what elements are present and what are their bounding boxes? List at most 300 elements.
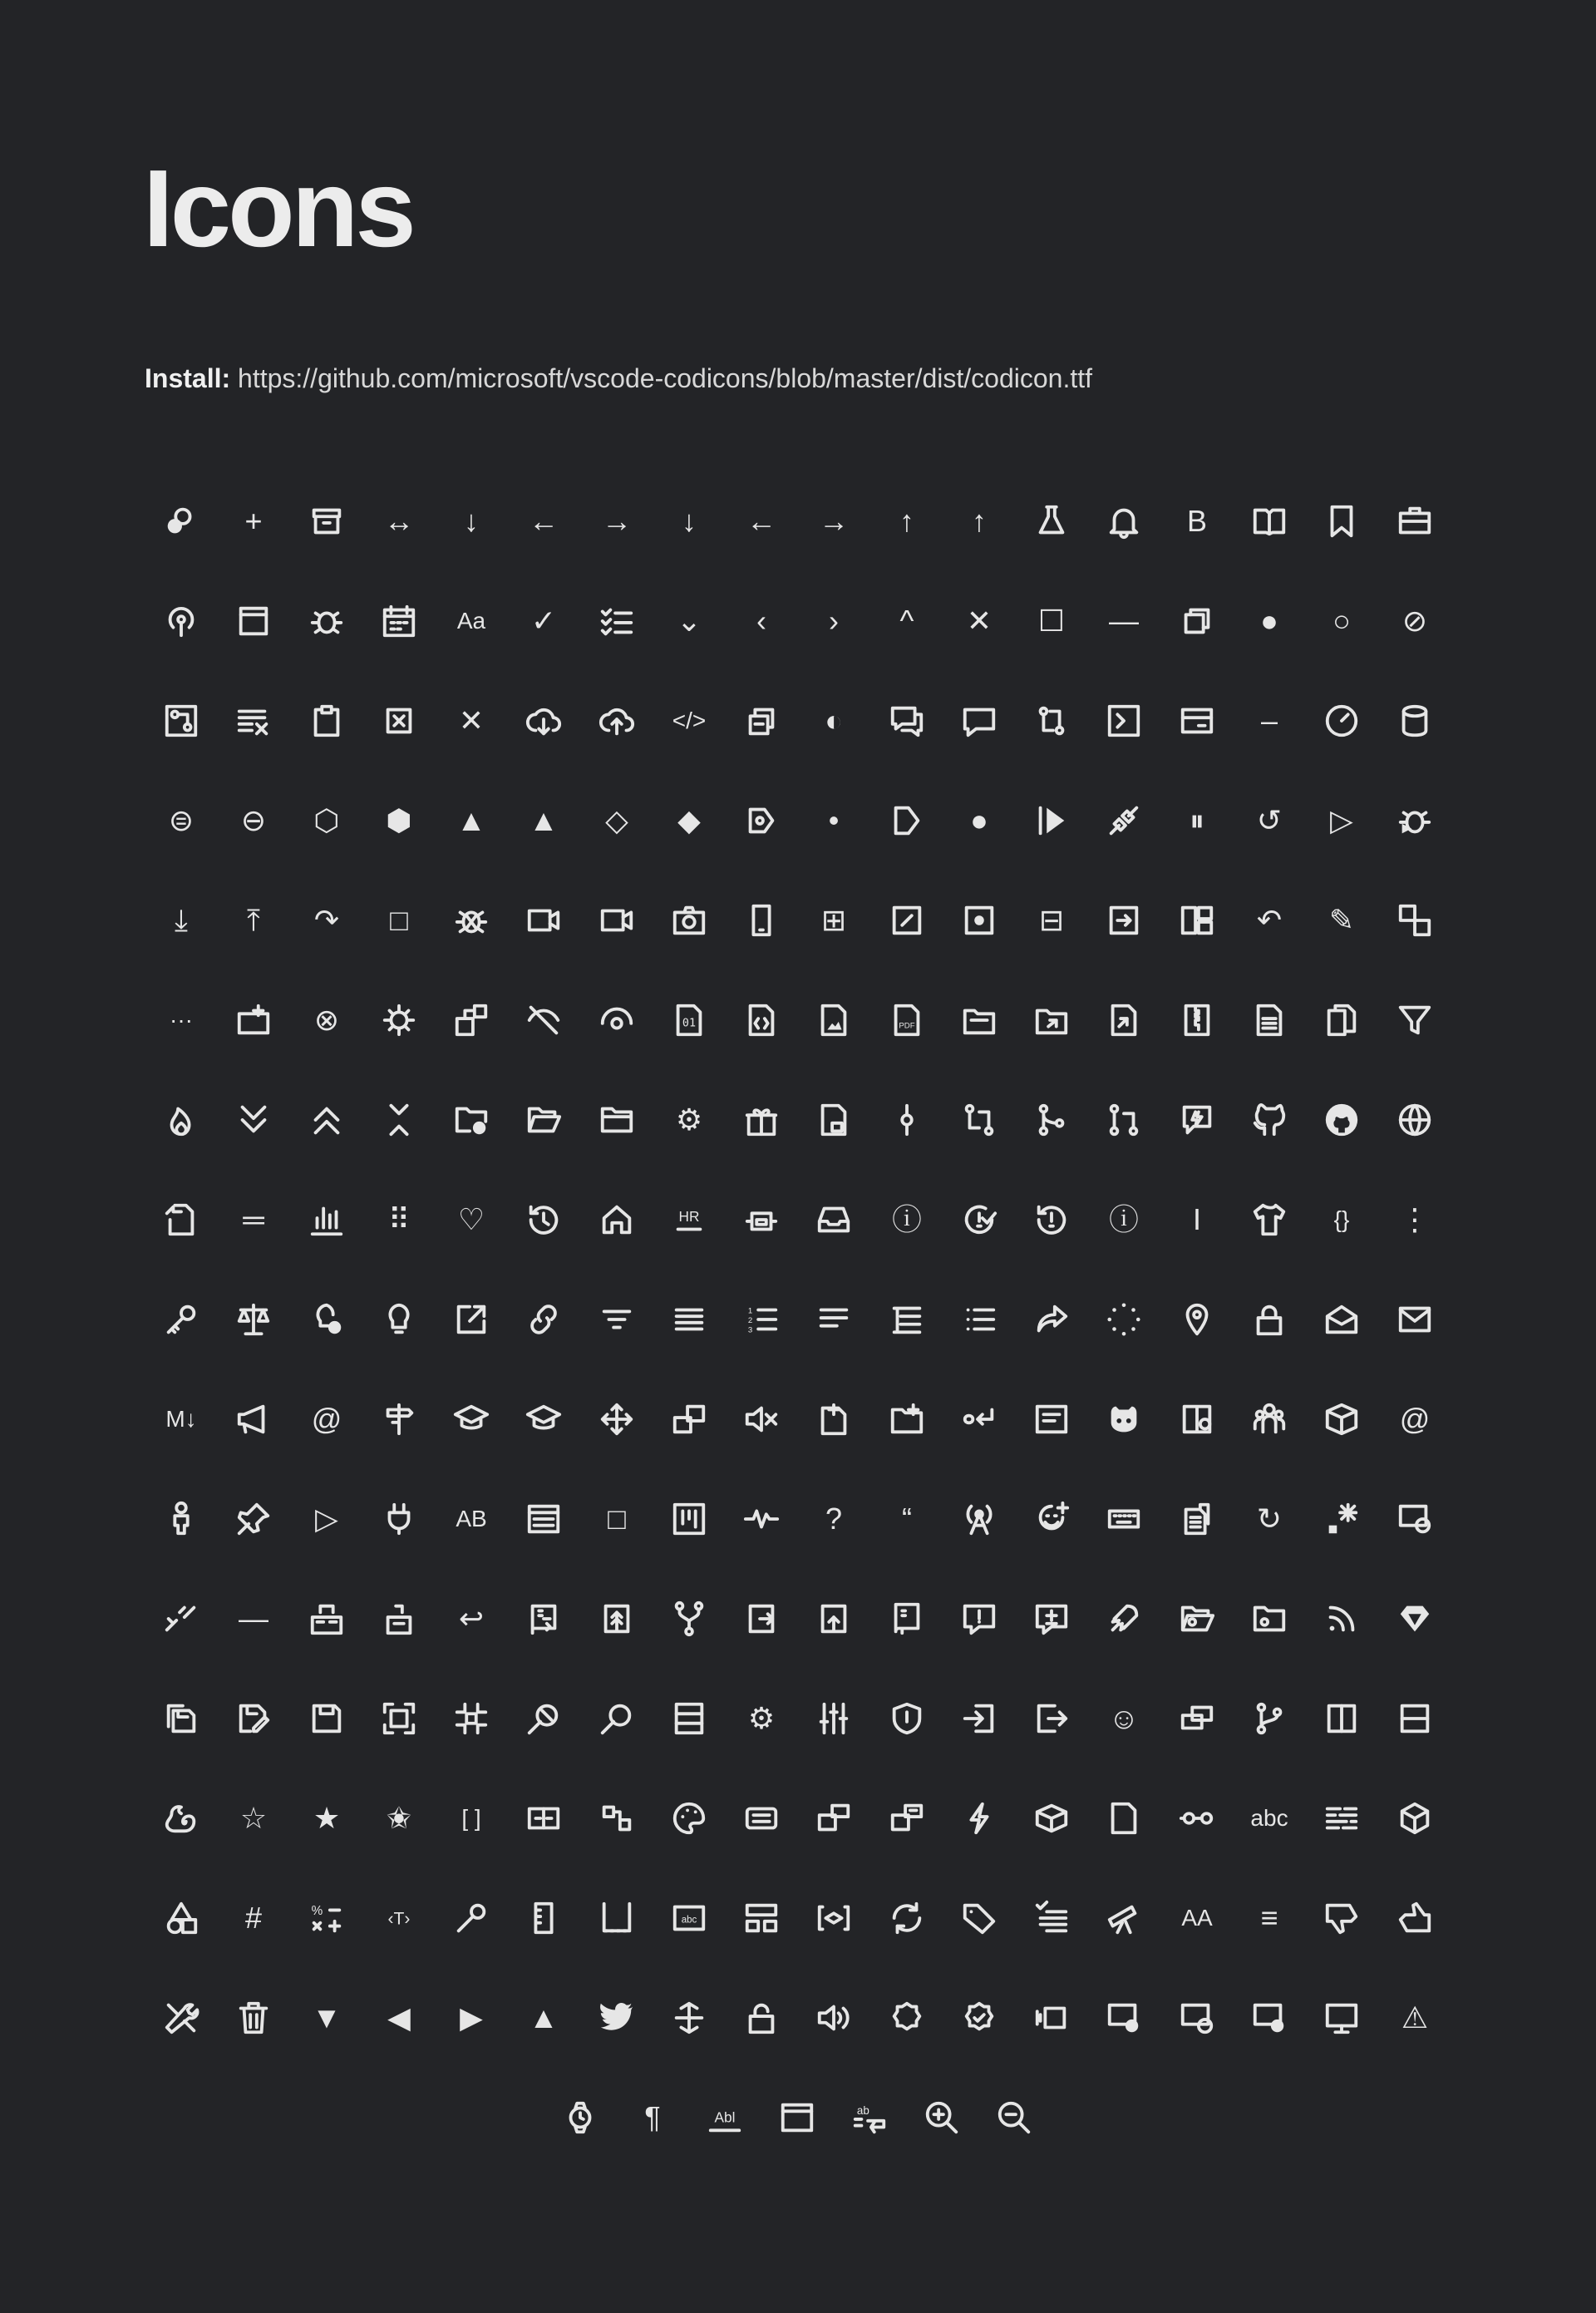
file-pdf-icon [882, 995, 932, 1045]
new-file-icon [809, 1394, 859, 1444]
briefcase-icon [1390, 496, 1440, 546]
replace-icon [374, 1594, 424, 1644]
link-icon [519, 1295, 569, 1344]
git-pull-request-icon [1099, 1095, 1149, 1145]
server-icon [664, 1694, 714, 1743]
zoom-out-icon [989, 2093, 1039, 2143]
issue-closed-icon [954, 1195, 1004, 1245]
list-unordered-icon [954, 1295, 1004, 1344]
debug-disconnect-icon [1099, 796, 1149, 846]
arrow-both-icon: ↔ [384, 504, 414, 538]
arrow-small-left-icon: ← [746, 504, 776, 538]
vm-outline-icon [1172, 1993, 1222, 2043]
triangle-down-icon: ▼ [312, 2000, 342, 2034]
svg-text:‹T›: ‹T› [387, 1909, 411, 1929]
verified-icon [882, 1993, 932, 2043]
circle-filled-icon: ● [1260, 604, 1278, 638]
remove-icon: — [239, 1601, 268, 1635]
file-zip-icon [1172, 995, 1222, 1045]
github-icon [1317, 1095, 1367, 1145]
symbol-file-icon [1099, 1793, 1149, 1843]
star-half-icon: ✬ [386, 1801, 412, 1835]
svg-text:01: 01 [682, 1017, 697, 1030]
triangle-up-icon: ▲ [529, 2000, 559, 2034]
organization-icon [1244, 1394, 1294, 1444]
unlock-icon [736, 1993, 786, 2043]
whitespace-icon: ¶ [644, 2100, 661, 2134]
close-icon: ✕ [458, 703, 485, 737]
multiple-windows-icon [664, 1394, 714, 1444]
debug-breakpoint-function-icon: ▲ [529, 803, 559, 837]
empty-window-icon [229, 995, 278, 1045]
reply-icon: ↩ [458, 1601, 485, 1635]
unmute-icon [809, 1993, 859, 2043]
question-icon: ? [825, 1502, 843, 1536]
mention-icon: @ [311, 1402, 342, 1436]
circuit-board-icon [156, 696, 206, 746]
verified-filled-icon [954, 1993, 1004, 2043]
rocket-icon [1099, 1594, 1149, 1644]
gripper-icon: ⠿ [387, 1202, 411, 1236]
symbol-misc-icon [156, 1893, 206, 1943]
chrome-maximize-icon: ☐ [1037, 604, 1066, 638]
sort-precedence-icon [1172, 1694, 1222, 1743]
gift-icon [736, 1095, 786, 1145]
squirrel-icon [156, 1793, 206, 1843]
repo-force-push-icon [592, 1594, 642, 1644]
tools-icon [156, 1993, 206, 2043]
repo-icon [882, 1594, 932, 1644]
globe-icon [1390, 1095, 1440, 1145]
debug-continue-icon [1027, 796, 1076, 846]
vm-connect-icon [1099, 1993, 1149, 2043]
refresh-icon: ↻ [1256, 1502, 1283, 1536]
plug-icon [374, 1494, 424, 1544]
location-icon [1172, 1295, 1222, 1344]
symbol-namespace-icon: # [244, 1901, 263, 1935]
circle-outline-icon: ○ [1332, 604, 1351, 638]
heart-icon: ♡ [457, 1202, 485, 1236]
symbol-event-icon [954, 1793, 1004, 1843]
rss-icon [1317, 1594, 1367, 1644]
go-to-file-icon [156, 1195, 206, 1245]
cloud-upload-icon [592, 696, 642, 746]
file-symlink-file-icon [1099, 995, 1149, 1045]
symbol-snippet-icon [592, 1893, 642, 1943]
info-icon: ⓘ [891, 1202, 922, 1236]
symbol-key-icon: abc [1250, 1805, 1288, 1831]
split-horizontal-icon [1317, 1694, 1367, 1743]
debug-breakpoint-data-unverified-icon: ⬡ [313, 803, 340, 837]
issue-reopened-icon [1027, 1195, 1076, 1245]
arrow-small-right-icon: → [819, 504, 849, 538]
hubot-icon [736, 1195, 786, 1245]
tasklist-icon [1027, 1893, 1076, 1943]
reactions-icon [1027, 1494, 1076, 1544]
search-icon [592, 1694, 642, 1743]
git-compare-icon [954, 1095, 1004, 1145]
preserve-case-icon: AB [456, 1506, 487, 1531]
diff-modified-icon [882, 895, 932, 945]
svg-text:3: 3 [747, 1325, 753, 1335]
mention-at-icon: @ [1399, 1402, 1431, 1436]
calendar-icon [374, 596, 424, 646]
lightbulb-autofix-icon [302, 1295, 352, 1344]
screen-normal-icon [446, 1694, 496, 1743]
text-size-icon: AA [1181, 1905, 1213, 1931]
debug-hint-icon: • [828, 803, 840, 837]
arrow-down-icon: ↓ [464, 504, 479, 538]
jersey-icon [1244, 1195, 1294, 1245]
ruby-icon [1390, 1594, 1440, 1644]
chrome-restore-icon [1172, 596, 1222, 646]
svg-text:HR: HR [678, 1207, 700, 1225]
star-empty-icon: ☆ [239, 1801, 268, 1835]
debug-breakpoint-unsupported-icon [736, 796, 786, 846]
file-icon [1244, 995, 1294, 1045]
broadcast-icon [156, 596, 206, 646]
cloud-download-icon [519, 696, 569, 746]
grabber-icon: ═ [243, 1202, 264, 1236]
save-icon [302, 1694, 352, 1743]
project-icon [664, 1494, 714, 1544]
thumbsup-icon [1390, 1893, 1440, 1943]
sign-out-icon [1027, 1694, 1076, 1743]
report-icon [954, 1594, 1004, 1644]
key-icon [156, 1295, 206, 1344]
repo-pull-icon [736, 1594, 786, 1644]
live-share-icon [1027, 1295, 1076, 1344]
arrow-small-down-icon: ↓ [682, 504, 697, 538]
symbol-variable-icon [809, 1893, 859, 1943]
issues-icon: ⓘ [1108, 1202, 1139, 1236]
edit-icon: ✎ [1328, 903, 1355, 937]
editor-layout-icon [1390, 895, 1440, 945]
account-icon [156, 496, 206, 546]
link-external-icon [446, 1295, 496, 1344]
symbol-ruler-icon [519, 1893, 569, 1943]
folder-icon [592, 1095, 642, 1145]
radio-tower-icon [954, 1494, 1004, 1544]
chevron-left-icon: ‹ [756, 604, 766, 638]
bug-icon [302, 596, 352, 646]
chevron-right-icon: › [829, 604, 839, 638]
symbol-operator-icon [302, 1893, 352, 1943]
telescope-icon [1099, 1893, 1149, 1943]
collapse-all-icon [736, 696, 786, 746]
dashboard-icon [1317, 696, 1367, 746]
install-url[interactable]: https://github.com/microsoft/vscode-codicons/blob/master/dist/codicon.ttf [238, 363, 1093, 393]
gear-icon: ⚙ [675, 1102, 703, 1137]
svg-text:ab: ab [856, 2104, 869, 2118]
list-ordered-icon [736, 1295, 786, 1344]
megaphone-icon [229, 1394, 278, 1444]
fold-up-icon [302, 1095, 352, 1145]
svg-text:Abl: Abl [714, 2108, 736, 2126]
triangle-right-icon: ▶ [460, 2000, 483, 2034]
person-icon [156, 1494, 206, 1544]
add-icon: + [244, 504, 263, 538]
file-media-icon [809, 995, 859, 1045]
credit-card-icon [1172, 696, 1222, 746]
mute-icon [736, 1394, 786, 1444]
tag-icon [954, 1893, 1004, 1943]
install-label: Install: [145, 363, 231, 393]
page-title: Icons [143, 147, 413, 269]
law-icon [229, 1295, 278, 1344]
diff-icon [1172, 895, 1222, 945]
eye-icon [592, 995, 642, 1045]
ellipsis-icon: ··· [170, 1007, 193, 1033]
discard-icon: ↶ [1256, 903, 1283, 937]
symbol-interface-icon [1172, 1793, 1222, 1843]
debug-restart-icon: ↺ [1256, 803, 1283, 837]
files-icon [1317, 995, 1367, 1045]
screen-full-icon [374, 1694, 424, 1743]
svg-text:%: % [311, 1904, 323, 1919]
repo-push-icon [809, 1594, 859, 1644]
vm-icon [1317, 1993, 1367, 2043]
debug-breakpoint-conditional-icon: ⊖ [240, 803, 267, 837]
color-mode-icon: ◐ [825, 703, 843, 737]
shield-icon [882, 1694, 932, 1743]
svg-text:2: 2 [747, 1315, 753, 1325]
mail-read-icon [1317, 1295, 1367, 1344]
device-camera-icon [664, 895, 714, 945]
symbol-enum-member-icon [809, 1793, 859, 1843]
diff-added-icon: ⊞ [820, 903, 847, 937]
package-icon [1317, 1394, 1367, 1444]
list-tree-icon [882, 1295, 932, 1344]
save-all-icon [156, 1694, 206, 1743]
github-alt-icon [1244, 1095, 1294, 1145]
symbol-boolean-icon [519, 1793, 569, 1843]
trash-icon [229, 1993, 278, 2043]
new-folder-icon [882, 1394, 932, 1444]
references-icon [1172, 1494, 1222, 1544]
file-binary-icon [664, 995, 714, 1045]
extensions-icon [446, 995, 496, 1045]
fold-down-icon [229, 1095, 278, 1145]
markdown-icon: M↓ [165, 1406, 197, 1432]
word-wrap-icon [845, 2093, 894, 2143]
arrow-right-icon: → [602, 504, 632, 538]
diff-renamed-icon [1099, 895, 1149, 945]
loading-icon [1099, 1295, 1149, 1344]
debug-alt-icon [1390, 796, 1440, 846]
horizontal-rule-icon [664, 1195, 714, 1245]
clear-all-icon [229, 696, 278, 746]
kebab-vertical-icon: ⋮ [1400, 1202, 1430, 1236]
git-merge-icon [1027, 1095, 1076, 1145]
milestone-icon [374, 1394, 424, 1444]
mail-icon [1390, 1295, 1440, 1344]
close-all-icon [374, 696, 424, 746]
thumbsdown-icon [1317, 1893, 1367, 1943]
lightbulb-icon [374, 1295, 424, 1344]
dash-icon: – [1260, 703, 1278, 737]
open-preview-icon [1172, 1394, 1222, 1444]
sync-icon [882, 1893, 932, 1943]
record-keys-icon [1099, 1494, 1149, 1544]
bookmark-icon [1317, 496, 1367, 546]
case-sensitive-icon: Aa [456, 608, 486, 634]
comment-icon [954, 696, 1004, 746]
arrow-left-icon: ← [529, 504, 559, 538]
database-icon [1390, 696, 1440, 746]
debug-breakpoint-log-icon: ◆ [677, 803, 701, 837]
symbol-method-icon [1390, 1793, 1440, 1843]
debug-step-into-icon: ⤓ [175, 903, 188, 937]
root-folder-icon [1244, 1594, 1294, 1644]
save-as-icon [229, 1694, 278, 1743]
diff-ignored-icon [954, 895, 1004, 945]
debug-stackframe-icon [882, 796, 932, 846]
triangle-left-icon: ◀ [387, 2000, 411, 2034]
preview-icon [519, 1494, 569, 1544]
code-icon: </> [672, 708, 707, 733]
graph-icon [302, 1195, 352, 1245]
circle-slash-icon: ⊘ [1401, 604, 1428, 638]
window-icon [772, 2093, 822, 2143]
chevron-up-icon: ^ [899, 604, 914, 638]
primitive-square-icon: □ [608, 1502, 626, 1536]
quote-icon: “ [902, 1502, 912, 1536]
folder-active-icon [446, 1095, 496, 1145]
checklist-icon [592, 596, 642, 646]
symbol-string-icon [664, 1893, 714, 1943]
twitter-icon [592, 1993, 642, 2043]
mortar-board-icon [519, 1394, 569, 1444]
debug-pause-icon: ⏸ [1190, 803, 1204, 837]
replace-all-icon [302, 1594, 352, 1644]
bell-icon [1099, 496, 1149, 546]
sign-in-icon [954, 1694, 1004, 1743]
device-camera-video-icon [592, 895, 642, 945]
lock-icon [1244, 1295, 1294, 1344]
remote-explorer-icon [1390, 1494, 1440, 1544]
debug-stop-icon: □ [390, 903, 408, 937]
settings-gear-icon: ⚙ [747, 1701, 776, 1735]
book-icon [1244, 496, 1294, 546]
debug-step-over-icon: ↷ [313, 903, 340, 937]
history-icon [519, 1195, 569, 1245]
diff-removed-icon: ⊟ [1038, 903, 1065, 937]
chevron-down-icon: ⌄ [676, 604, 702, 638]
root-folder-opened-icon [1172, 1594, 1222, 1644]
home-icon [592, 1195, 642, 1245]
symbol-color-icon [664, 1793, 714, 1843]
chrome-minimize-icon: — [1109, 604, 1139, 638]
arrow-up-icon: ↑ [972, 504, 987, 538]
console-icon [1099, 696, 1149, 746]
octoface-icon [1099, 1394, 1149, 1444]
symbol-property-icon [446, 1893, 496, 1943]
italic-icon: I [1192, 1202, 1201, 1236]
play-icon: ▷ [315, 1502, 338, 1536]
svg-text:1: 1 [747, 1306, 753, 1316]
gist-secret-icon [809, 1095, 859, 1145]
vm-active-icon [1027, 1993, 1076, 2043]
debug-breakpoint-function-unverified-icon: ▲ [456, 803, 486, 837]
remote-icon [156, 1594, 206, 1644]
newline-icon [954, 1394, 1004, 1444]
device-camera-video-icon [519, 895, 569, 945]
pulse-icon [736, 1494, 786, 1544]
list-selection-icon [809, 1295, 859, 1344]
repo-clone-icon [519, 1594, 569, 1644]
mortar-board-icon [446, 1394, 496, 1444]
smiley-icon: ☺ [1108, 1701, 1140, 1735]
inbox-icon [809, 1195, 859, 1245]
symbol-class-icon [592, 1793, 642, 1843]
chrome-close-icon: ✕ [966, 604, 993, 638]
svg-text:PDF: PDF [899, 1021, 915, 1031]
beaker-icon [1027, 496, 1076, 546]
symbol-keyword-icon [1317, 1793, 1367, 1843]
symbol-constant-icon [736, 1793, 786, 1843]
search-stop-icon [519, 1694, 569, 1743]
three-bars-icon: ≡ [1260, 1901, 1278, 1935]
symbol-structure-icon [736, 1893, 786, 1943]
regex-icon [1317, 1494, 1367, 1544]
arrow-small-up-icon: ↑ [899, 504, 914, 538]
eye-closed-icon [519, 995, 569, 1045]
symbol-parameter-icon [374, 1893, 424, 1943]
watch-icon [555, 2093, 605, 2143]
debug-breakpoint-conditional-unverified-icon: ⊜ [168, 803, 195, 837]
debug-breakpoint-log-unverified-icon: ◇ [605, 803, 628, 837]
symbol-array-icon: [ ] [461, 1805, 481, 1831]
note-icon [1027, 1394, 1076, 1444]
compare-changes-icon [1027, 696, 1076, 746]
star-full-icon: ★ [313, 1801, 341, 1835]
file-code-icon [736, 995, 786, 1045]
whole-word-icon [700, 2093, 750, 2143]
exclude-icon [374, 995, 424, 1045]
fold-icon [374, 1095, 424, 1145]
browser-icon [229, 596, 278, 646]
flame-icon [156, 1095, 206, 1145]
check-icon: ✓ [530, 604, 557, 638]
bold-icon: B [1186, 504, 1207, 538]
folder-opened-icon [519, 1095, 569, 1145]
move-icon [592, 1394, 642, 1444]
zoom-in-icon [917, 2093, 967, 2143]
symbol-enum-icon [882, 1793, 932, 1843]
json-icon: {} [1333, 1206, 1350, 1232]
file-symlink-directory-icon [1027, 995, 1076, 1045]
device-mobile-icon [736, 895, 786, 945]
list-flat-icon [664, 1295, 714, 1344]
symbol-field-icon [1027, 1793, 1076, 1843]
debug-stackframe-active-icon: ● [970, 803, 988, 837]
comment-discussion-icon [882, 696, 932, 746]
error-icon: ⊗ [313, 1003, 340, 1037]
svg-text:abc: abc [681, 1915, 697, 1926]
filter-icon [1390, 995, 1440, 1045]
file-submodule-icon [954, 995, 1004, 1045]
debug-breakpoint-data-icon: ⬢ [386, 803, 412, 837]
vm-running-icon [1244, 1993, 1294, 2043]
list-filter-icon [592, 1295, 642, 1344]
repo-forked-icon [664, 1594, 714, 1644]
split-vertical-icon [1390, 1694, 1440, 1743]
git-commit-icon [882, 1095, 932, 1145]
source-control-icon [1244, 1694, 1294, 1743]
debug-icon [446, 895, 496, 945]
request-changes-icon [1027, 1594, 1076, 1644]
